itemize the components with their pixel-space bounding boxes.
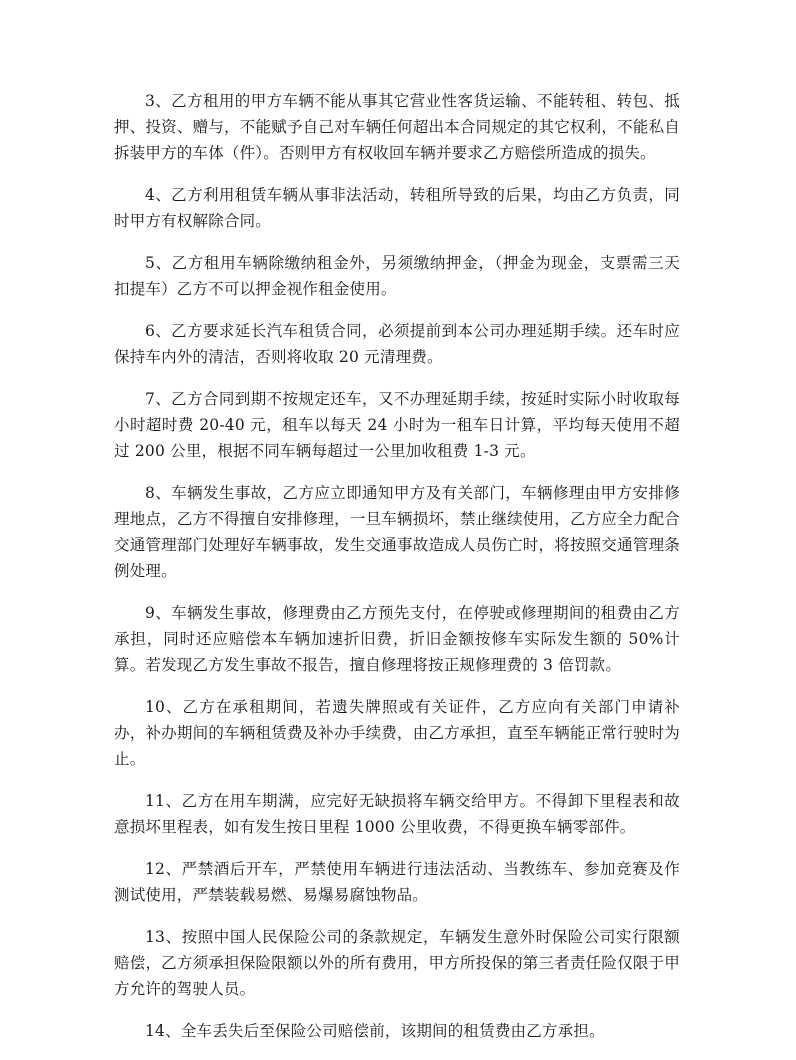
contract-clauses bbox=[114, 88, 680, 1060]
clause-9: 9、车辆发生事故，修理费由乙方预先支付，在停驶或修理期间的租费由乙方承担，同时还应赔偿本车辆加速折旧费，折旧金额按修车实际发生额的 50%计算。若发现乙方发生事故不报告，擅自修理将按正规修理费的 3 倍罚款。 bbox=[114, 604, 680, 674]
clause-6: 6、乙方要求延长汽车租赁合同，必须提前到本公司办理延期手续。还车时应保持车内外的清洁，否则将收取 20 元清理费。 bbox=[114, 322, 680, 366]
clause-12: 12、严禁酒后开车，严禁使用车辆进行违法活动、当教练车、参加竞赛及作测试使用，严禁装载易燃、易爆易腐蚀物品。 bbox=[114, 860, 680, 904]
clause-5: 5、乙方租用车辆除缴纳租金外，另须缴纳押金，（押金为现金，支票需三天扣提车）乙方不可以押金视作租金使用。 bbox=[114, 254, 680, 298]
clause-10: 10、乙方在承租期间，若遗失牌照或有关证件，乙方应向有关部门申请补办，补办期间的车辆租赁费及补办手续费，由乙方承担，直至车辆能正常行驶时为止。 bbox=[114, 698, 680, 768]
clause-4: 4、乙方利用租赁车辆从事非法活动，转租所导致的后果，均由乙方负责，同时甲方有权解除合同。 bbox=[114, 186, 680, 230]
clause-11: 11、乙方在用车期满，应完好无缺损将车辆交给甲方。不得卸下里程表和故意损坏里程表，如有发生按日里程 1000 公里收费，不得更换车辆零部件。 bbox=[114, 792, 680, 836]
clause-8: 8、车辆发生事故，乙方应立即通知甲方及有关部门，车辆修理由甲方安排修理地点，乙方不得擅自安排修理，一旦车辆损坏，禁止继续使用，乙方应全力配合交通管理部门处理好车辆事故，发生交通事故造成人员伤亡时，将按照交通管理条例处理。 bbox=[114, 484, 680, 580]
clause-3: 3、乙方租用的甲方车辆不能从事其它营业性客货运输、不能转租、转包、抵押、投资、赠与，不能赋予自己对车辆任何超出本合同规定的其它权利，不能私自拆装甲方的车体（件）。否则甲方有权收回车辆并要求乙方赔偿所造成的损失。 bbox=[114, 92, 680, 162]
clause-14: 14、全车丢失后至保险公司赔偿前，该期间的租赁费由乙方承担。 bbox=[145, 1022, 605, 1040]
clause-13: 13、按照中国人民保险公司的条款规定，车辆发生意外时保险公司实行限额赔偿，乙方须承担保险限额以外的所有费用，甲方所投保的第三者责任险仅限于甲方允许的驾驶人员。 bbox=[114, 928, 680, 998]
clause-7: 7、乙方合同到期不按规定还车，又不办理延期手续，按延时实际小时收取每小时超时费 20-40 元，租车以每天 24 小时为一租车日计算，平均每天使用不超过 200 公里，根据不同车辆每超过一公里加收租费 1-3 元。 bbox=[114, 390, 680, 460]
